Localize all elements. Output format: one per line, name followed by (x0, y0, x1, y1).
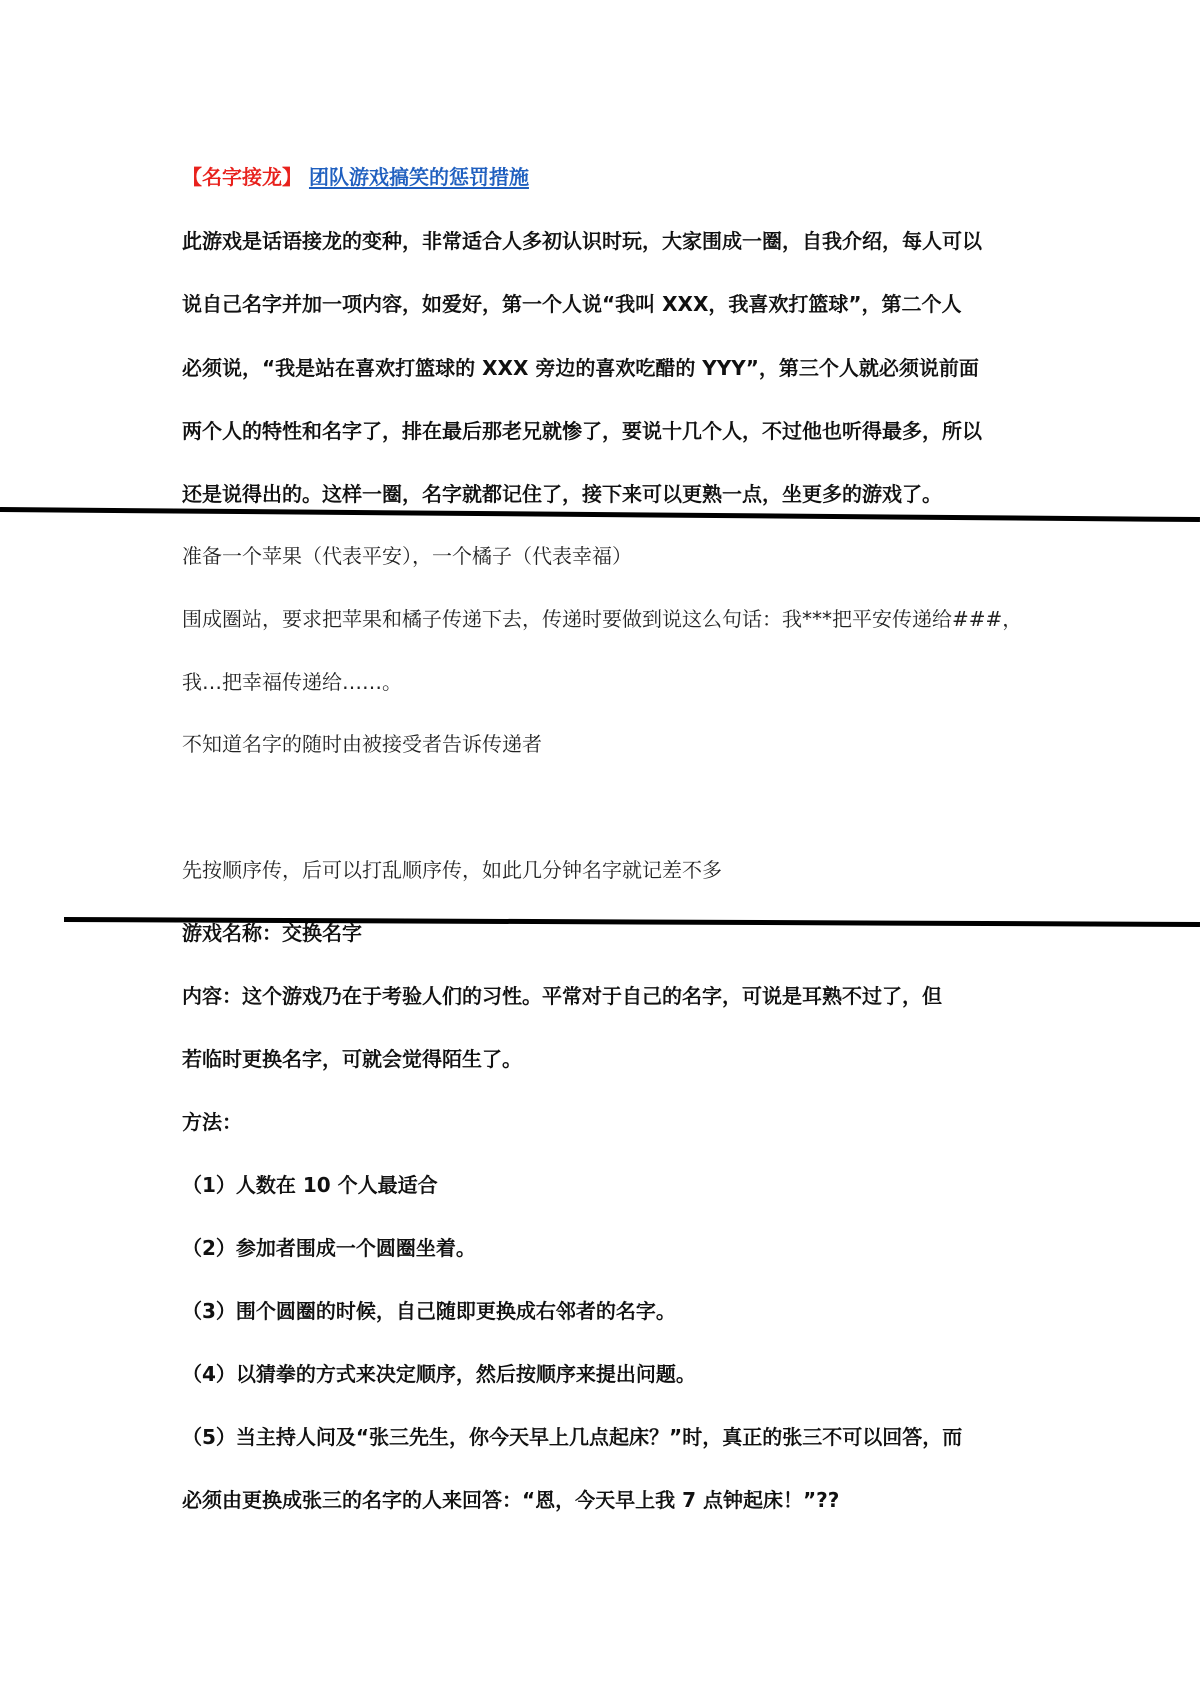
content-line-2: 若临时更换名字，可就会觉得陌生了。 (182, 1047, 522, 1071)
heading (182, 164, 529, 190)
step-1: （1）人数在 10 个人最适合 (182, 1173, 438, 1197)
section1-line-5: 还是说得出的。这样一圈，名字就都记住了，接下来可以更熟一点，坐更多的游戏了。 (182, 482, 942, 506)
section1-line-4: 两个人的特性和名字了，排在最后那老兄就惨了，要说十几个人，不过他也听得最多，所以 (182, 419, 982, 443)
section2-line-5: 先按顺序传，后可以打乱顺序传，如此几分钟名字就记差不多 (182, 858, 722, 882)
section2-line-1: 准备一个苹果（代表平安），一个橘子（代表幸福） (182, 544, 632, 568)
section1-line-2: 说自己名字并加一项内容，如爱好，第一个人说“我叫 XXX，我喜欢打篮球”，第二个人 (182, 292, 962, 316)
heading-bracket: 【名字接龙】 (182, 165, 302, 189)
step-3: （3）围个圆圈的时候，自己随即更换成右邻者的名字。 (182, 1299, 676, 1323)
method-label: 方法： (182, 1110, 242, 1134)
section2-line-4: 不知道名字的随时由被接受者告诉传递者 (182, 732, 542, 756)
step-4: （4）以猜拳的方式来决定顺序，然后按顺序来提出问题。 (182, 1362, 696, 1386)
content-line-1: 内容：这个游戏乃在于考验人们的习性。平常对于自己的名字，可说是耳熟不过了，但 (182, 984, 942, 1008)
section2-line-2: 围成圈站，要求把苹果和橘子传递下去，传递时要做到说这么句话：我***把平安传递给###， (182, 607, 1023, 631)
section1-line-1: 此游戏是话语接龙的变种，非常适合人多初认识时玩，大家围成一圈，自我介绍，每人可以 (182, 229, 982, 253)
game-name: 游戏名称：交换名字 (182, 921, 362, 945)
step-5: （5）当主持人问及“张三先生，你今天早上几点起床？”时，真正的张三不可以回答，而 (182, 1425, 963, 1449)
last-line: 必须由更换成张三的名字的人来回答：“恩，今天早上我 7 点钟起床！”?? (182, 1488, 840, 1512)
heading-link[interactable]: 团队游戏搞笑的惩罚措施 (308, 165, 529, 189)
section1-line-3: 必须说，“我是站在喜欢打篮球的 XXX 旁边的喜欢吃醋的 YYY”，第三个人就必须说前面 (182, 356, 979, 380)
section2-line-3: 我…把幸福传递给……。 (182, 670, 402, 694)
divider-line (0, 507, 1200, 522)
step-2: （2）参加者围成一个圆圈坐着。 (182, 1236, 476, 1260)
